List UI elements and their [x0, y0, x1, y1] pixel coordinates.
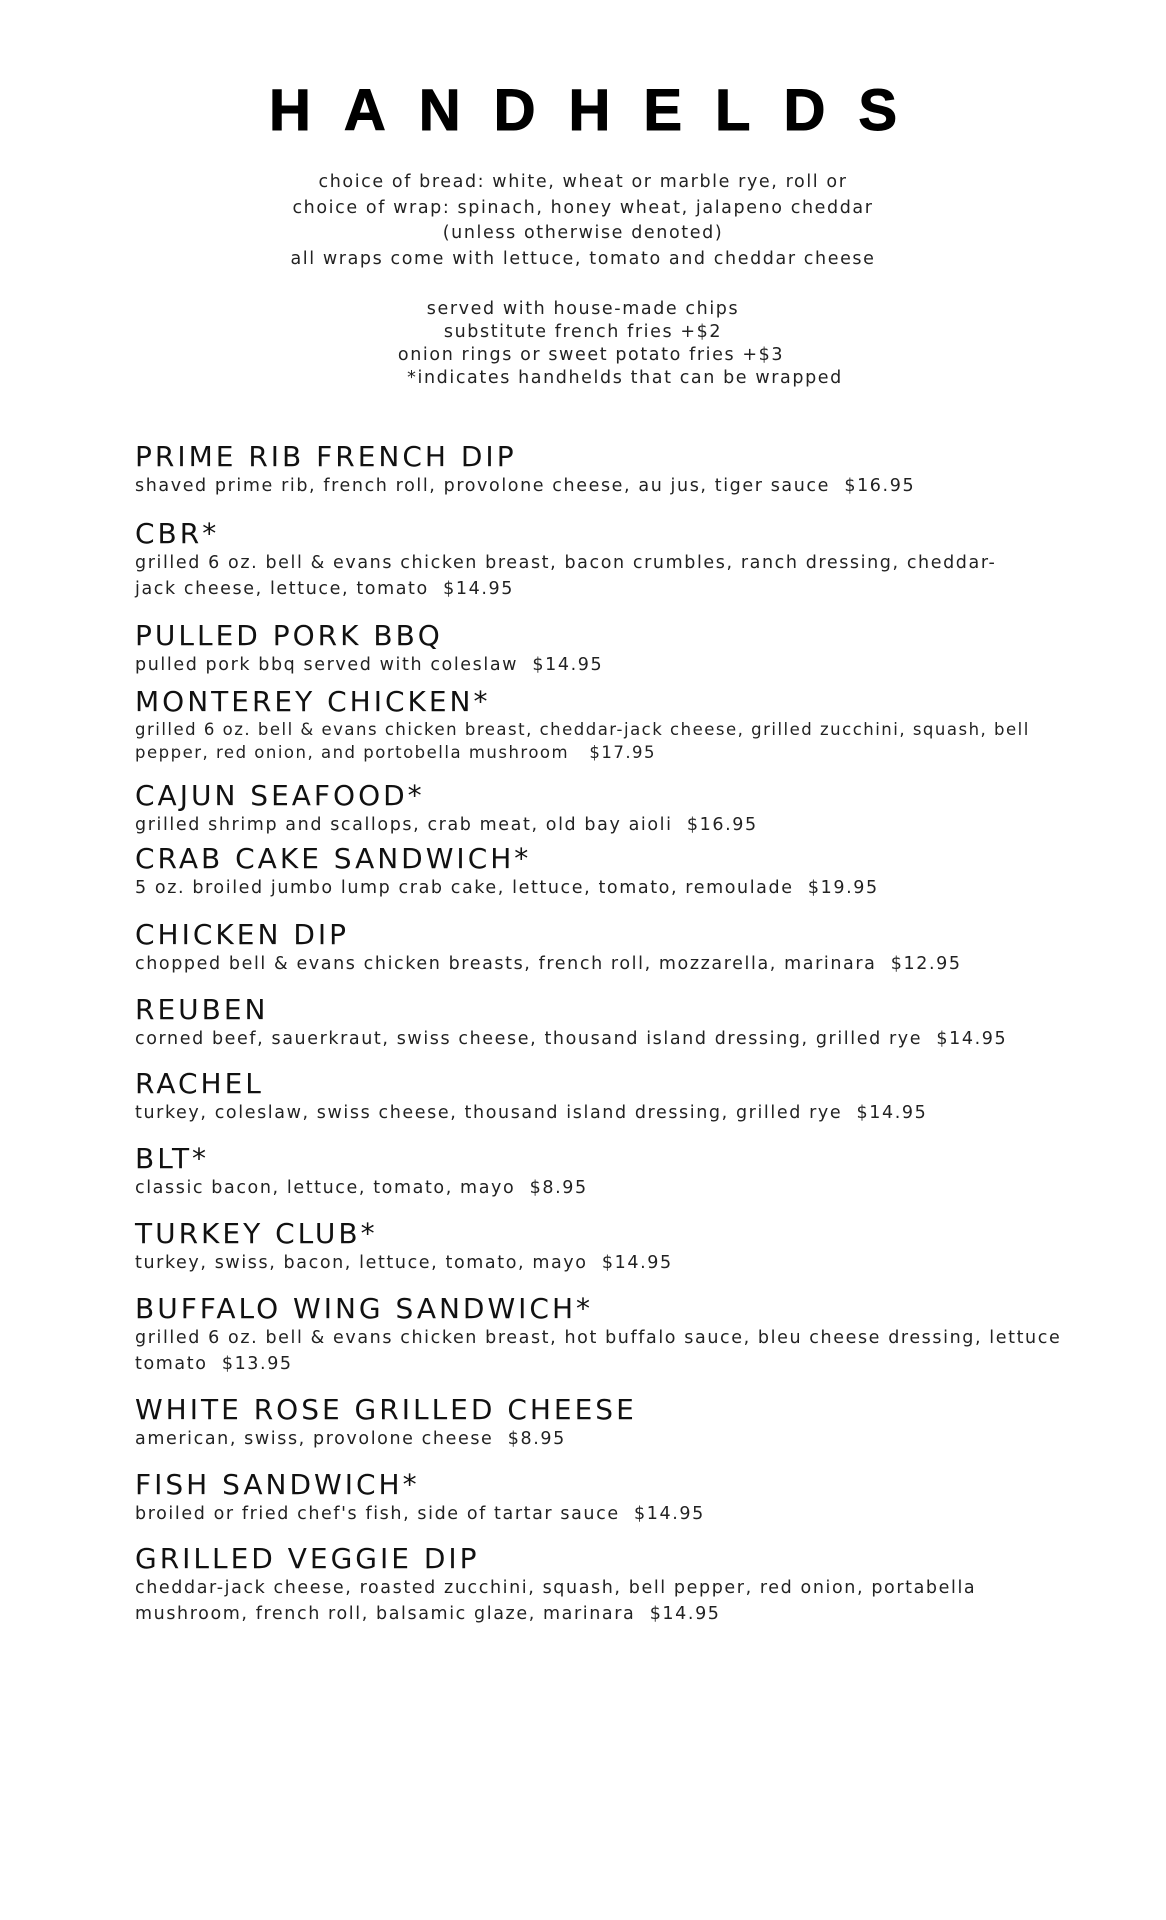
- menu-item-description: broiled or fried chef's fish, side of tartar sauce $14.95: [135, 1504, 705, 1524]
- bread-wrap-info: [0, 170, 1166, 272]
- menu-item-name: CHICKEN DIP: [135, 918, 350, 951]
- menu-item-description: corned beef, sauerkraut, swiss cheese, thousand island dressing, grilled rye $14.95: [135, 1029, 1008, 1049]
- menu-item-white-rose-grilled-cheese: [135, 1394, 1065, 1452]
- menu-item-cajun-seafood: [135, 780, 1065, 838]
- intro-line: (unless otherwise denoted): [442, 223, 724, 243]
- menu-item-description: grilled 6 oz. bell & evans chicken breast, bacon crumbles, ranch dressing, cheddar- jack cheese, lettuce, tomato $14.95: [135, 553, 997, 599]
- menu-item-turkey-club: [135, 1218, 1065, 1276]
- menu-item-description: grilled 6 oz. bell & evans chicken breast, hot buffalo sauce, bleu cheese dressing, lettuce tomato $13.95: [135, 1328, 1062, 1374]
- menu-item-name: CBR*: [135, 517, 220, 550]
- menu-item-fish-sandwich: [135, 1469, 1065, 1527]
- sides-line: substitute french fries +$2: [443, 322, 723, 342]
- menu-item-description: turkey, coleslaw, swiss cheese, thousand island dressing, grilled rye $14.95: [135, 1103, 928, 1123]
- menu-item-description: pulled pork bbq served with coleslaw $14.95: [135, 655, 604, 675]
- menu-item-crab-cake-sandwich: [135, 843, 1065, 901]
- menu-item-name: BLT*: [135, 1142, 210, 1175]
- menu-item-description: turkey, swiss, bacon, lettuce, tomato, mayo $14.95: [135, 1253, 673, 1273]
- menu-item-name: RACHEL: [135, 1067, 264, 1100]
- menu-item-pulled-pork-bbq: [135, 620, 1065, 678]
- sides-line: onion rings or sweet potato fries +$3: [397, 345, 785, 365]
- intro-line: choice of bread: white, wheat or marble rye, roll or: [318, 172, 848, 192]
- menu-item-description: grilled shrimp and scallops, crab meat, old bay aioli $16.95: [135, 815, 758, 835]
- sides-info: [0, 298, 1166, 390]
- menu-item-reuben: [135, 994, 1065, 1052]
- menu-item-buffalo-wing-sandwich: [135, 1293, 1065, 1377]
- menu-item-description: grilled 6 oz. bell & evans chicken breast, cheddar-jack cheese, grilled zucchini, squash, bell pepper, red onion, and portobella mushroom $17.95: [135, 720, 1030, 762]
- intro-line: all wraps come with lettuce, tomato and cheddar cheese: [290, 248, 876, 269]
- menu-item-name: PULLED PORK BBQ: [135, 619, 443, 652]
- menu-item-prime-rib-french-dip: [135, 441, 1065, 499]
- menu-item-name: BUFFALO WING SANDWICH*: [135, 1292, 594, 1325]
- menu-item-chicken-dip: [135, 919, 1065, 977]
- menu-item-description: american, swiss, provolone cheese $8.95: [135, 1429, 566, 1449]
- sides-line: *indicates handhelds that can be wrapped: [407, 368, 843, 388]
- menu-item-blt: [135, 1143, 1065, 1201]
- menu-item-description: classic bacon, lettuce, tomato, mayo $8.95: [135, 1178, 588, 1198]
- menu-item-description: chopped bell & evans chicken breasts, french roll, mozzarella, marinara $12.95: [135, 954, 962, 974]
- sides-line: served with house-made chips: [426, 299, 740, 319]
- menu-item-description: cheddar-jack cheese, roasted zucchini, squash, bell pepper, red onion, portabella mushroom, french roll, balsamic glaze, marinara $14.95: [135, 1578, 977, 1624]
- menu-item-grilled-veggie-dip: [135, 1543, 1065, 1627]
- menu-item-name: CAJUN SEAFOOD*: [135, 779, 425, 812]
- menu-item-name: REUBEN: [135, 993, 269, 1026]
- menu-item-name: MONTEREY CHICKEN*: [135, 685, 491, 718]
- menu-item-description: 5 oz. broiled jumbo lump crab cake, lettuce, tomato, remoulade $19.95: [135, 878, 879, 898]
- menu-item-monterey-chicken: [135, 686, 1065, 764]
- menu-item-name: PRIME RIB FRENCH DIP: [135, 440, 517, 473]
- menu-item-name: CRAB CAKE SANDWICH*: [135, 842, 532, 875]
- menu-item-name: FISH SANDWICH*: [135, 1468, 420, 1501]
- menu-item-name: WHITE ROSE GRILLED CHEESE: [135, 1393, 637, 1426]
- menu-item-rachel: [135, 1068, 1065, 1126]
- menu-item-cbr: [135, 518, 1065, 602]
- intro-line: choice of wrap: spinach, honey wheat, jalapeno cheddar: [292, 197, 874, 218]
- menu-item-name: TURKEY CLUB*: [135, 1217, 378, 1250]
- menu-item-name: GRILLED VEGGIE DIP: [135, 1542, 480, 1575]
- menu-item-description: shaved prime rib, french roll, provolone cheese, au jus, tiger sauce $16.95: [135, 476, 916, 496]
- page-title: HANDHELDS: [268, 78, 931, 143]
